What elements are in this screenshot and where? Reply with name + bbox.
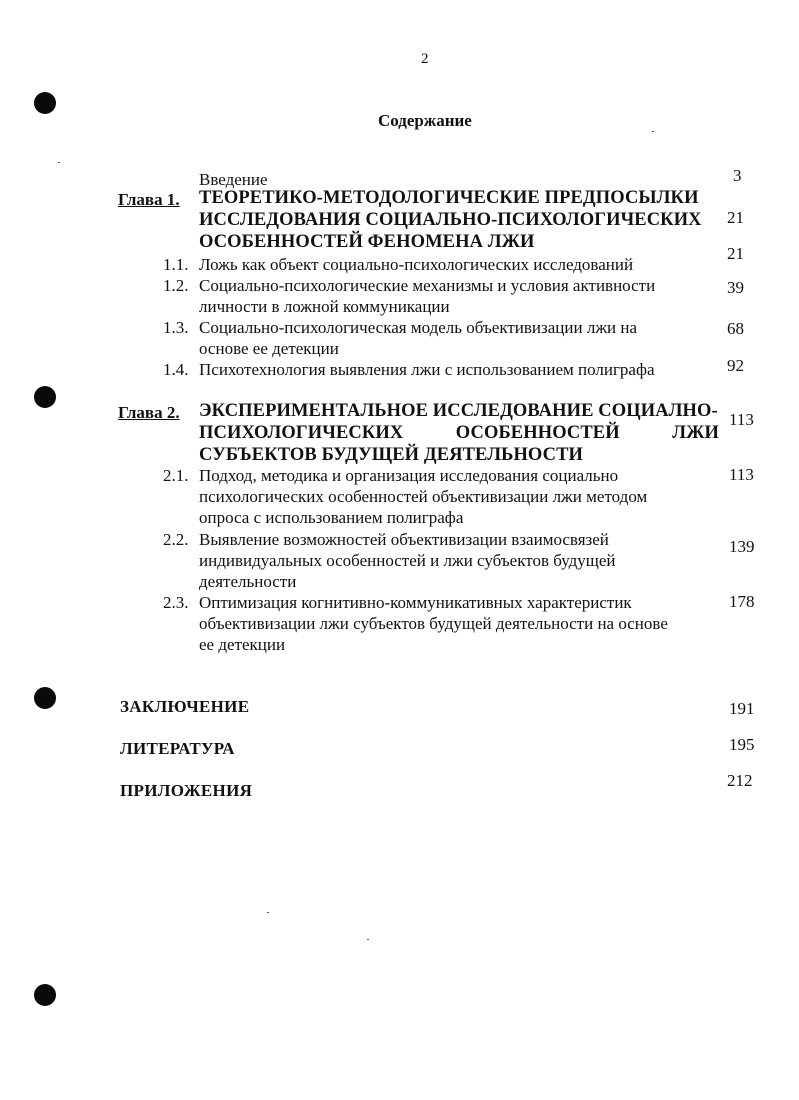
section-title-line: Выявление возможностей объективизации взаимосвязей — [199, 530, 609, 549]
chapter2-title-line: СУБЪЕКТОВ БУДУЩЕЙ ДЕЯТЕЛЬНОСТИ — [199, 445, 584, 465]
chapter2-title-word: ПСИХОЛОГИЧЕСКИХ — [199, 423, 404, 443]
chapter2-title-line — [199, 423, 719, 444]
scan-speck — [58, 162, 60, 163]
section-title-line: Ложь как объект социально-психологических исследований — [199, 255, 634, 274]
section-page: 21 — [727, 244, 744, 263]
section-number: 1.1. — [163, 255, 189, 274]
chapter2-title-line: ЭКСПЕРИМЕНТАЛЬНОЕ ИССЛЕДОВАНИЕ СОЦИАЛНО- — [199, 401, 718, 421]
page-title: Содержание — [378, 111, 472, 130]
section-title-line: психологических особенностей объективизации лжи методом — [199, 487, 648, 506]
section-number: 1.4. — [163, 360, 189, 379]
chapter1-label: Глава 1. — [118, 190, 180, 209]
section-page: 92 — [727, 356, 744, 375]
section-page: 178 — [729, 592, 755, 611]
section-title-line: Социально-психологические механизмы и условия активности — [199, 276, 656, 295]
section-title-line: объективизации лжи субъектов будущей деятельности на основе — [199, 614, 668, 633]
binder-hole — [34, 984, 56, 1006]
section-page: 39 — [727, 278, 744, 297]
section-title-line: индивидуальных особенностей и лжи субъектов будущей — [199, 551, 616, 570]
section-title-line: Оптимизация когнитивно-коммуникативных характеристик — [199, 593, 632, 612]
toc-intro-page: 3 — [733, 166, 742, 185]
binder-hole — [34, 92, 56, 114]
chapter2-label: Глава 2. — [118, 403, 180, 422]
binder-hole — [34, 386, 56, 408]
section-number: 1.3. — [163, 318, 189, 337]
section-title-line: основе ее детекции — [199, 339, 339, 358]
binder-hole — [34, 687, 56, 709]
section-number: 2.2. — [163, 530, 189, 549]
section-number: 2.3. — [163, 593, 189, 612]
section-title-line: опроса с использованием полиграфа — [199, 508, 464, 527]
chapter1-title-line: ИССЛЕДОВАНИЯ СОЦИАЛЬНО-ПСИХОЛОГИЧЕСКИХ — [199, 210, 702, 230]
chapter1-title-line: ТЕОРЕТИКО-МЕТОДОЛОГИЧЕСКИЕ ПРЕДПОСЫЛКИ — [199, 188, 699, 208]
scan-speck — [267, 912, 269, 913]
scan-speck — [652, 131, 654, 132]
section-page: 68 — [727, 319, 744, 338]
chapter1-title-line: ОСОБЕННОСТЕЙ ФЕНОМЕНА ЛЖИ — [199, 232, 535, 252]
section-title-line: Психотехнология выявления лжи с использованием полиграфа — [199, 360, 655, 379]
section-title-line: Подход, методика и организация исследования социально — [199, 466, 619, 485]
toc-intro-label: Введение — [199, 170, 268, 189]
chapter1-page: 21 — [727, 208, 744, 227]
toc-appendices-page: 212 — [727, 771, 753, 790]
chapter2-title-word: ОСОБЕННОСТЕЙ — [455, 423, 620, 443]
toc-literature-page: 195 — [729, 735, 755, 754]
section-number: 2.1. — [163, 466, 189, 485]
chapter2-page: 113 — [729, 410, 754, 429]
page-number: 2 — [421, 51, 429, 67]
section-page: 113 — [729, 465, 754, 484]
section-title-line: Социально-психологическая модель объективизации лжи на — [199, 318, 638, 337]
toc-conclusion-label: ЗАКЛЮЧЕНИЕ — [120, 697, 250, 716]
toc-conclusion-page: 191 — [729, 699, 755, 718]
section-title-line: ее детекции — [199, 635, 286, 654]
chapter2-title-word: ЛЖИ — [672, 423, 719, 443]
section-page: 139 — [729, 537, 755, 556]
scan-speck — [367, 939, 369, 940]
section-title-line: личности в ложной коммуникации — [199, 297, 450, 316]
section-title-line: деятельности — [199, 572, 297, 591]
toc-literature-label: ЛИТЕРАТУРА — [120, 739, 235, 758]
toc-appendices-label: ПРИЛОЖЕНИЯ — [120, 781, 253, 800]
section-number: 1.2. — [163, 276, 189, 295]
